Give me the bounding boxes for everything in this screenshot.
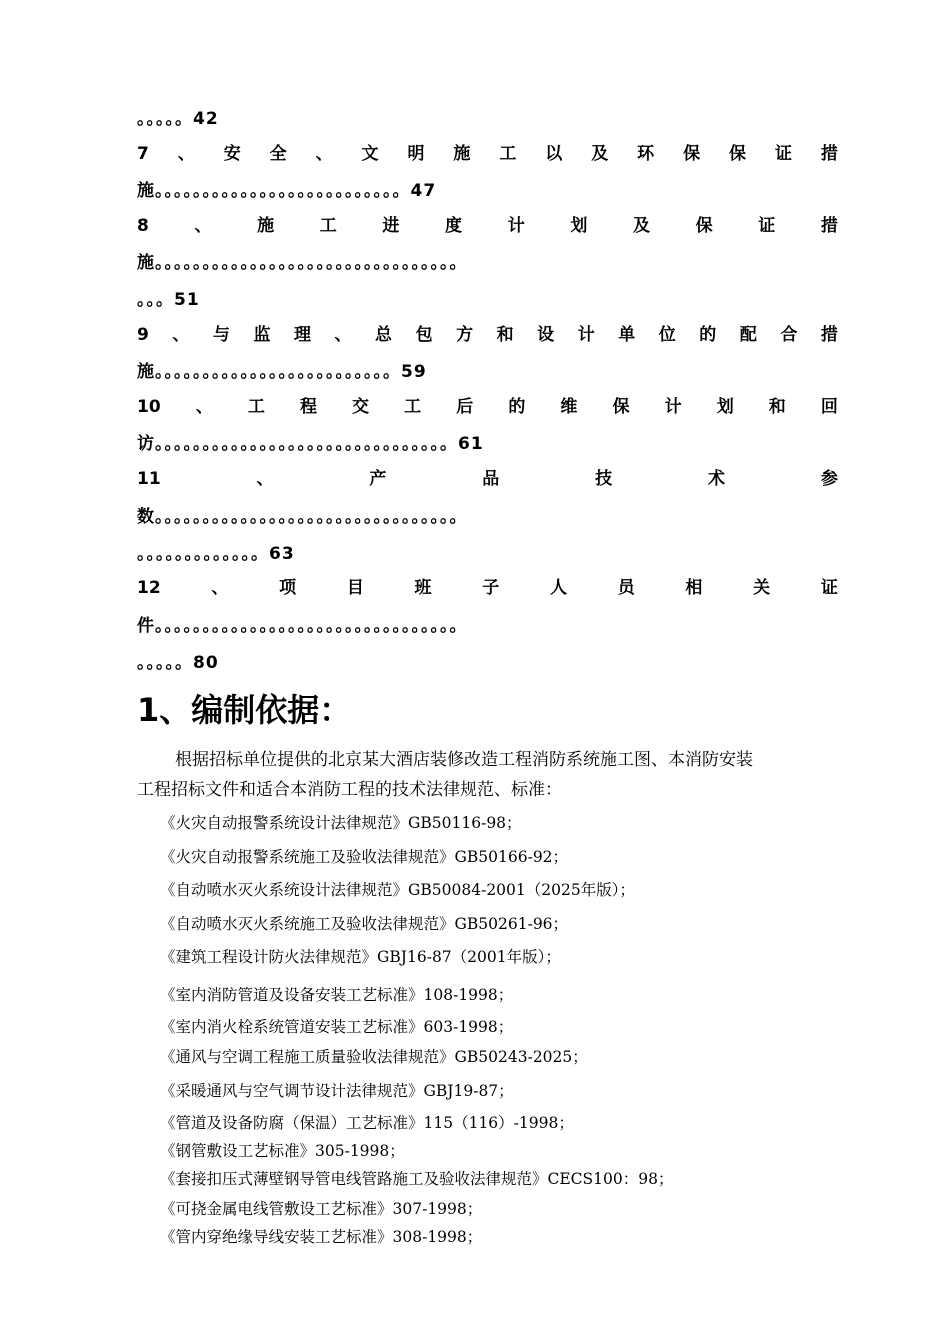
toc-char: 技	[595, 469, 613, 489]
toc-char: 参	[820, 469, 838, 489]
toc-char: 划	[716, 397, 734, 417]
toc-char: 工	[319, 216, 337, 236]
toc-char: 、	[172, 325, 190, 345]
standard-reference-item: 《火灾自动报警系统施工及验收法律规范》GB50166-92；	[160, 848, 569, 866]
toc-char: 、	[211, 578, 229, 598]
toc-char: 监	[253, 325, 271, 345]
toc-char: 维	[560, 397, 578, 417]
standard-reference-item: 《通风与空调工程施工质量验收法律规范》GB50243-2025；	[160, 1048, 588, 1066]
toc-char: 环	[637, 144, 655, 164]
toc-char: 进	[382, 216, 400, 236]
toc-char: 与	[212, 325, 230, 345]
toc-char: 保	[612, 397, 630, 417]
toc-item-9	[137, 324, 838, 346]
toc-item-7	[137, 143, 838, 165]
standard-reference-item: 《火灾自动报警系统设计法律规范》GB50116-98；	[160, 814, 522, 832]
standard-reference-item: 《自动喷水灭火系统施工及验收法律规范》GB50261-96；	[160, 915, 569, 933]
toc-char: 、	[334, 325, 352, 345]
standard-reference-item: 《可挠金属电线管敷设工艺标准》307-1998；	[160, 1200, 483, 1218]
toc-char: 保	[683, 144, 701, 164]
toc-char: 保	[695, 216, 713, 236]
toc-char: 程	[299, 397, 317, 417]
toc-char: 12	[137, 578, 161, 598]
toc-char: 员	[617, 578, 635, 598]
toc-char: 划	[570, 216, 588, 236]
toc-char: 单	[618, 325, 636, 345]
standard-reference-item: 《建筑工程设计防火法律规范》GBJ16-87（2001年版）；	[160, 948, 561, 966]
standard-reference-item: 《钢管敷设工艺标准》305-1998；	[160, 1142, 405, 1160]
toc-char: 7	[137, 144, 149, 164]
toc-char: 配	[739, 325, 757, 345]
toc-char: 计	[577, 325, 595, 345]
toc-char: 工	[247, 397, 265, 417]
toc-char: 10	[137, 397, 161, 417]
toc-item-10	[137, 396, 838, 418]
toc-char: 、	[177, 144, 195, 164]
toc-char: 8	[137, 216, 149, 236]
toc-char: 文	[361, 144, 379, 164]
intro-paragraph-line-2: 工程招标文件和适合本消防工程的技术法律规范、标准：	[137, 780, 562, 800]
toc-char: 产	[369, 469, 387, 489]
standard-reference-item: 《室内消防管道及设备安装工艺标准》108-1998；	[160, 986, 514, 1004]
toc-char: 人	[549, 578, 567, 598]
toc-char: 工	[499, 144, 517, 164]
standard-reference-item: 《套接扣压式薄壁钢导管电线管路施工及验收法律规范》CECS100：98；	[160, 1170, 674, 1188]
toc-char: 包	[415, 325, 433, 345]
toc-char: 施	[453, 144, 471, 164]
toc-char: 总	[375, 325, 393, 345]
toc-char: 、	[194, 216, 212, 236]
toc-char: 措	[820, 325, 838, 345]
toc-item-11	[137, 468, 838, 490]
toc-char: 关	[753, 578, 771, 598]
toc-char: 及	[591, 144, 609, 164]
toc-char: 证	[774, 144, 792, 164]
toc-item-8-page: 。。。51	[137, 290, 200, 310]
toc-char: 子	[482, 578, 500, 598]
toc-char: 回	[820, 397, 838, 417]
toc-item-8	[137, 215, 838, 237]
standard-reference-item: 《室内消火栓系统管道安装工艺标准》603-1998；	[160, 1018, 514, 1036]
toc-char: 合	[780, 325, 798, 345]
toc-char: 相	[685, 578, 703, 598]
toc-char: 保	[729, 144, 747, 164]
toc-item-9-leader: 施。。。。。。。。。。。。。。。。。。。。。。。。。59	[137, 362, 427, 382]
toc-char: 和	[768, 397, 786, 417]
toc-char: 设	[537, 325, 555, 345]
toc-char: 理	[293, 325, 311, 345]
toc-char: 术	[708, 469, 726, 489]
toc-char: 施	[257, 216, 275, 236]
toc-char: 的	[508, 397, 526, 417]
toc-item-12-leader: 件。。。。。。。。。。。。。。。。。。。。。。。。。。。。。。。。	[137, 616, 468, 636]
section-heading: 1、编制依据：	[137, 691, 352, 729]
toc-char: 明	[407, 144, 425, 164]
toc-item-7-leader: 施。。。。。。。。。。。。。。。。。。。。。。。。。。47	[137, 181, 437, 201]
toc-item-8-leader: 施。。。。。。。。。。。。。。。。。。。。。。。。。。。。。。。。	[137, 253, 468, 273]
standard-reference-item: 《管道及设备防腐（保温）工艺标准》115（116）-1998；	[160, 1114, 574, 1132]
toc-item-12	[137, 577, 838, 599]
toc-char: 目	[346, 578, 364, 598]
toc-char: 交	[352, 397, 370, 417]
toc-char: 11	[137, 469, 161, 489]
toc-char: 9	[137, 325, 149, 345]
toc-char: 工	[404, 397, 422, 417]
standard-reference-item: 《管内穿绝缘导线安装工艺标准》308-1998；	[160, 1228, 483, 1246]
toc-item-11-page: 。。。。。。。。。。。。。63	[137, 544, 295, 564]
toc-char: 安	[223, 144, 241, 164]
standard-reference-item: 《自动喷水灭火系统设计法律规范》GB50084-2001（2025年版）；	[160, 881, 635, 899]
standard-reference-item: 《采暖通风与空气调节设计法律规范》GBJ19-87；	[160, 1082, 514, 1100]
toc-item-10-leader: 访。。。。。。。。。。。。。。。。。。。。。。。。。。。。。。。61	[137, 434, 484, 454]
toc-char: 计	[664, 397, 682, 417]
toc-char: 项	[279, 578, 297, 598]
toc-char: 和	[496, 325, 514, 345]
toc-char: 措	[820, 216, 838, 236]
toc-char: 证	[758, 216, 776, 236]
toc-char: 位	[658, 325, 676, 345]
toc-char: 后	[456, 397, 474, 417]
toc-char: 度	[445, 216, 463, 236]
toc-char: 班	[414, 578, 432, 598]
toc-char: 的	[699, 325, 717, 345]
toc-char: 、	[315, 144, 333, 164]
toc-char: 全	[269, 144, 287, 164]
toc-char: 措	[820, 144, 838, 164]
toc-char: 证	[820, 578, 838, 598]
toc-item-12-page: 。。。。。80	[137, 653, 219, 673]
intro-paragraph-line-1: 根据招标单位提供的北京某大酒店装修改造工程消防系统施工图、本消防安装	[175, 750, 753, 770]
toc-item-11-leader: 数。。。。。。。。。。。。。。。。。。。。。。。。。。。。。。。。	[137, 507, 468, 527]
toc-char: 品	[482, 469, 500, 489]
toc-char: 及	[632, 216, 650, 236]
toc-char: 、	[195, 397, 213, 417]
toc-continuation: 。。。。。42	[137, 109, 219, 129]
toc-char: 方	[456, 325, 474, 345]
toc-char: 、	[256, 469, 274, 489]
toc-char: 计	[507, 216, 525, 236]
toc-char: 以	[545, 144, 563, 164]
